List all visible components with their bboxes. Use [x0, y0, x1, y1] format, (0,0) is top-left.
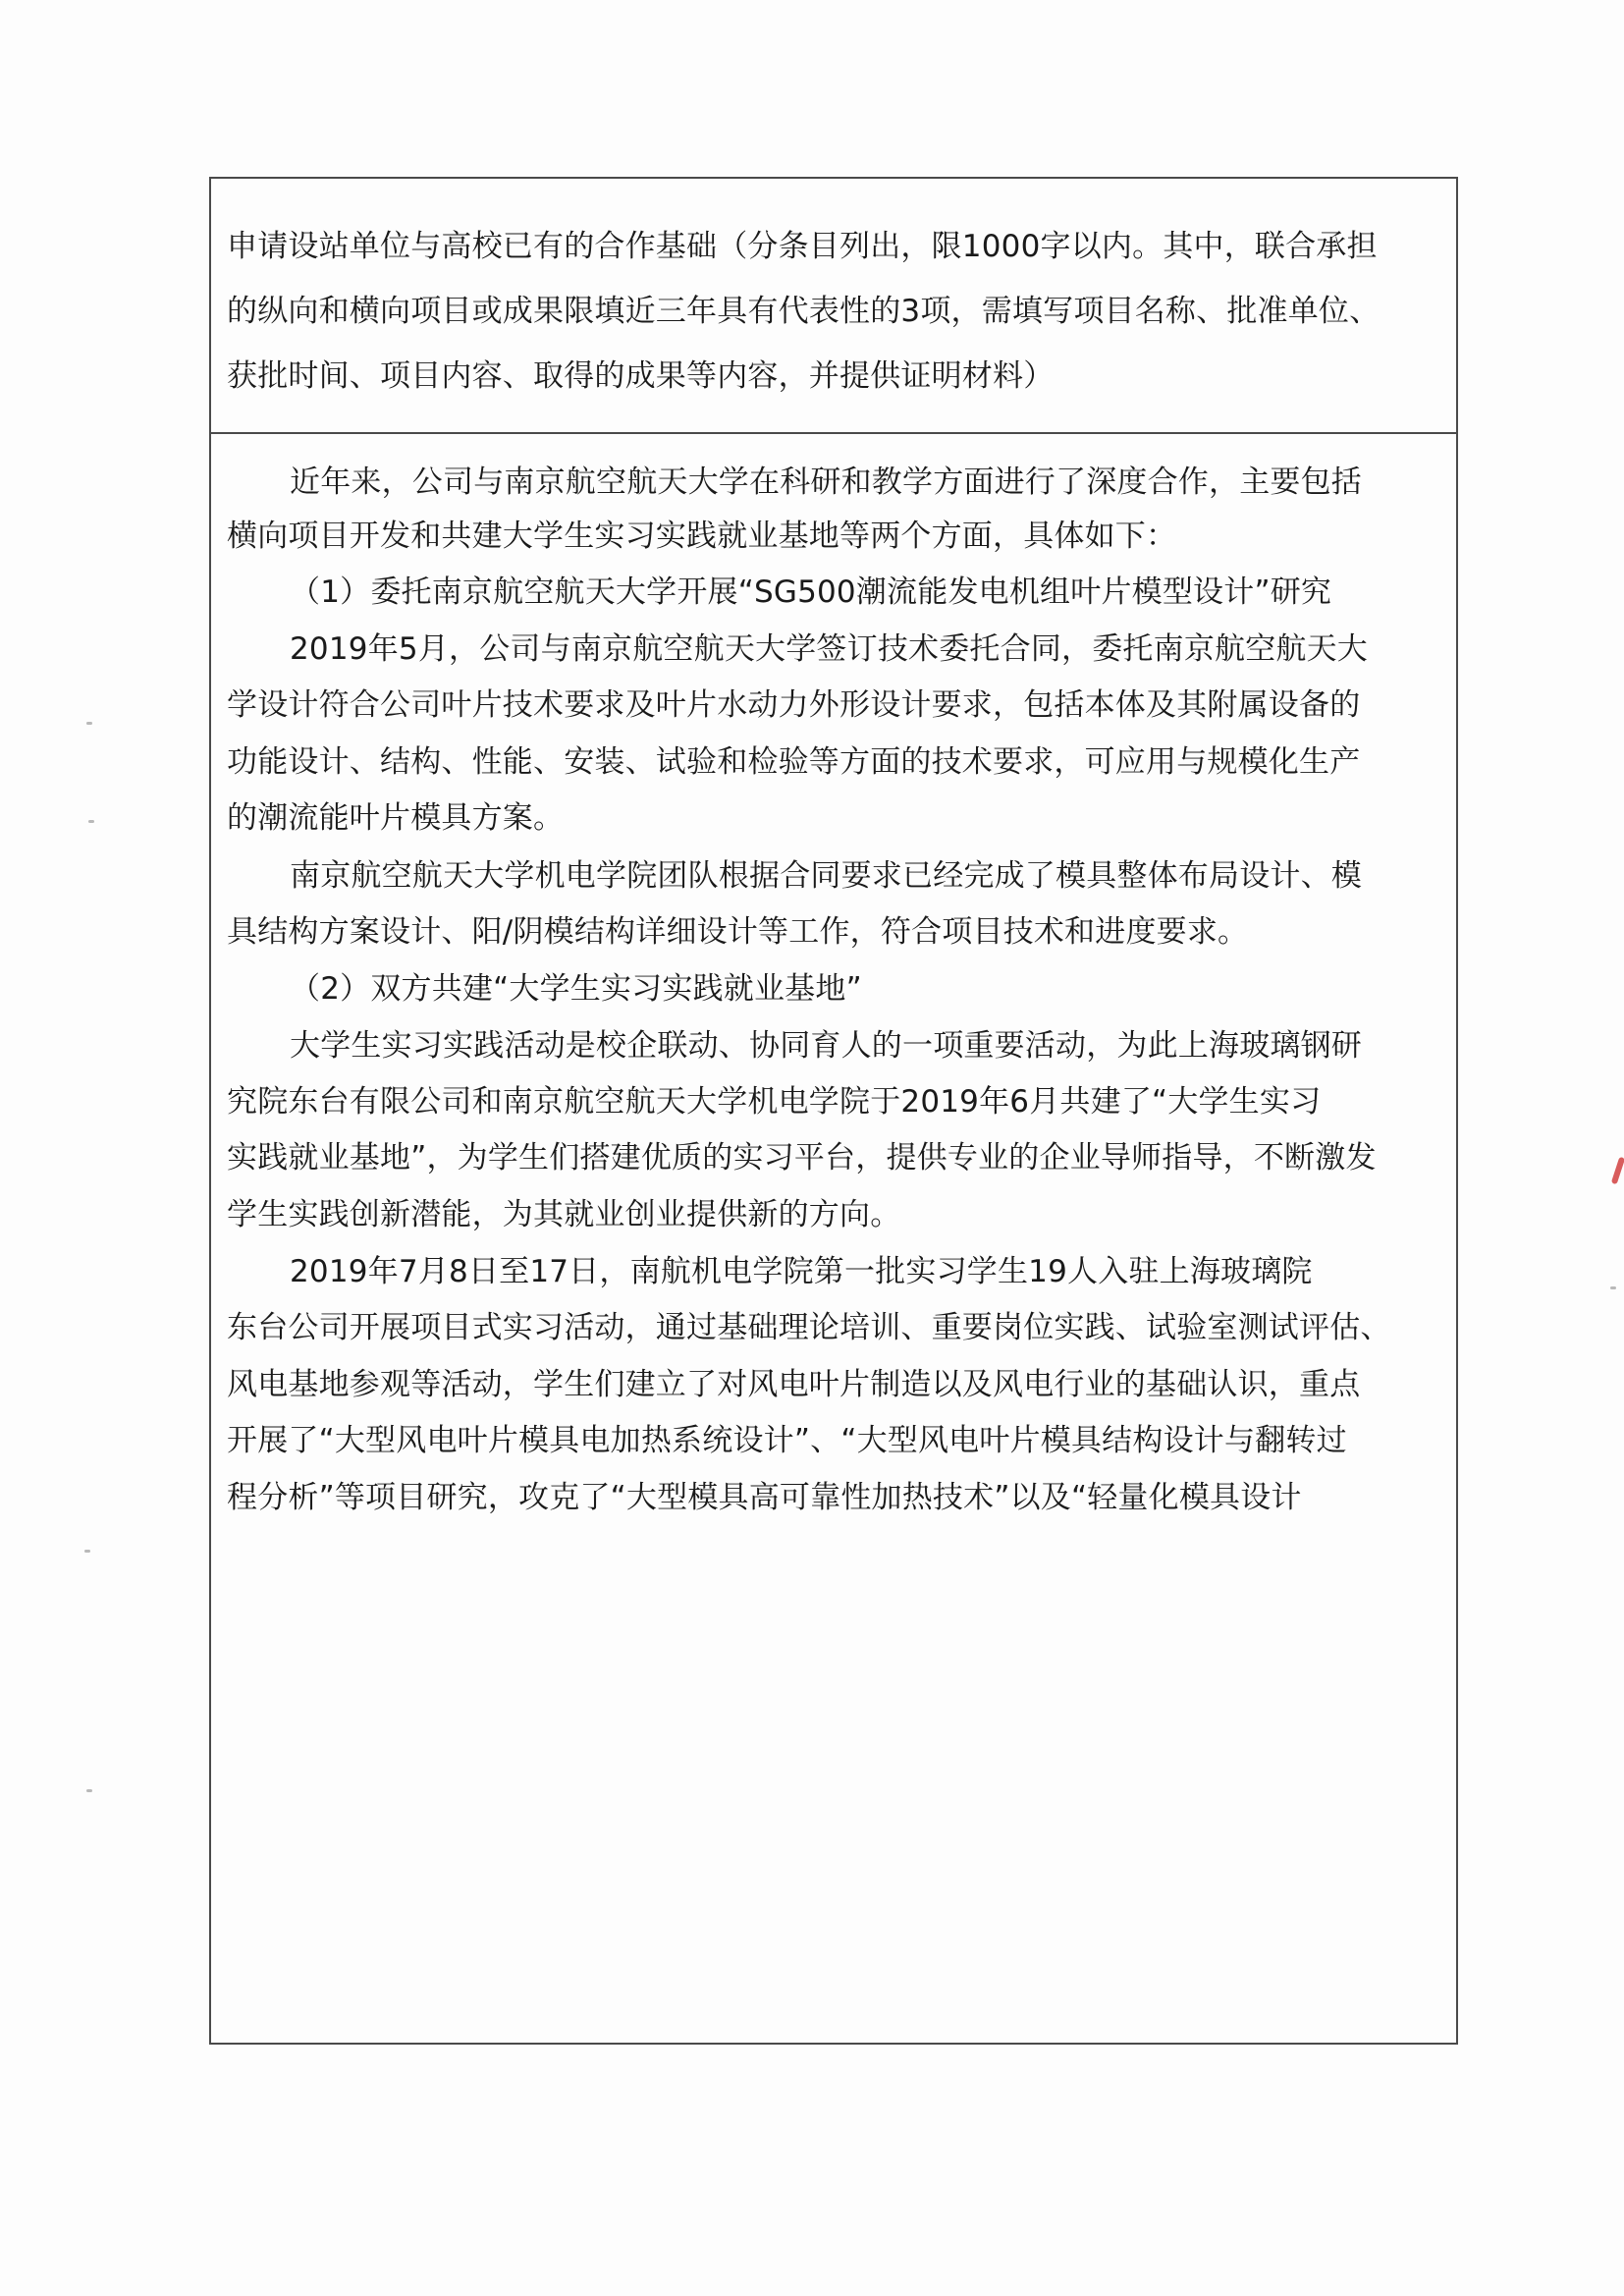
- paragraph-line: 的潮流能叶片模具方案。: [227, 800, 565, 836]
- question-line: 的纵向和横向项目或成果限填近三年具有代表性的3项，需填写项目名称、批准单位、: [227, 294, 1380, 329]
- section-heading: （2）双方共建“大学生实习实践就业基地”: [290, 971, 862, 1007]
- form-answer-cell: [211, 434, 1456, 2045]
- paragraph-line: 功能设计、结构、性能、安装、试验和检验等方面的技术要求，可应用与规模化生产: [227, 744, 1361, 780]
- paragraph-line: 东台公司开展项目式实习活动，通过基础理论培训、重要岗位实践、试验室测试评估、: [227, 1310, 1391, 1345]
- paragraph-line: 2019年7月8日至17日，南航机电学院第一批实习学生19人入驻上海玻璃院: [290, 1254, 1313, 1289]
- paragraph-line: 实践就业基地”，为学生们搭建优质的实习平台，提供专业的企业导师指导，不断激发: [227, 1140, 1377, 1175]
- paragraph-line: 究院东台有限公司和南京航空航天大学机电学院于2019年6月共建了“大学生实习: [227, 1084, 1322, 1120]
- form-question-cell: [211, 179, 1456, 434]
- paragraph-line: 2019年5月，公司与南京航空航天大学签订技术委托合同，委托南京航空航天大: [290, 631, 1369, 667]
- scan-speck: [86, 1789, 92, 1792]
- form-table: [209, 177, 1458, 2045]
- section-heading: （1）委托南京航空航天大学开展“SG500潮流能发电机组叶片模型设计”研究: [290, 574, 1332, 610]
- paragraph-line: 风电基地参观等活动，学生们建立了对风电叶片制造以及风电行业的基础认识，重点: [227, 1367, 1361, 1402]
- paragraph-line: 南京航空航天大学机电学院团队根据合同要求已经完成了模具整体布局设计、模: [290, 858, 1362, 894]
- scan-speck: [1610, 1286, 1616, 1289]
- question-line: 获批时间、项目内容、取得的成果等内容，并提供证明材料）: [227, 358, 1055, 394]
- scan-speck: [88, 820, 94, 823]
- paragraph-line: 学生实践创新潜能，为其就业创业提供新的方向。: [227, 1197, 901, 1232]
- paragraph-line: 具结构方案设计、阳/阴模结构详细设计等工作，符合项目技术和进度要求。: [227, 914, 1249, 950]
- paragraph-line: 程分析”等项目研究，攻克了“大型模具高可靠性加热技术”以及“轻量化模具设计: [227, 1480, 1302, 1515]
- paragraph-line: 横向项目开发和共建大学生实习实践就业基地等两个方面，具体如下：: [227, 519, 1177, 554]
- paragraph-line: 学设计符合公司叶片技术要求及叶片水动力外形设计要求，包括本体及其附属设备的: [227, 687, 1361, 723]
- paragraph-line: 大学生实习实践活动是校企联动、协同育人的一项重要活动，为此上海玻璃钢研: [290, 1028, 1362, 1064]
- scan-speck: [86, 722, 92, 725]
- paragraph-line: 开展了“大型风电叶片模具电加热系统设计”、“大型风电叶片模具结构设计与翻转过: [227, 1423, 1347, 1458]
- question-line: 申请设站单位与高校已有的合作基础（分条目列出，限1000字以内。其中，联合承担: [227, 229, 1378, 264]
- red-ink-mark: [1611, 1157, 1624, 1184]
- scan-speck: [84, 1550, 90, 1553]
- paragraph-line: 近年来，公司与南京航空航天大学在科研和教学方面进行了深度合作，主要包括: [290, 465, 1362, 500]
